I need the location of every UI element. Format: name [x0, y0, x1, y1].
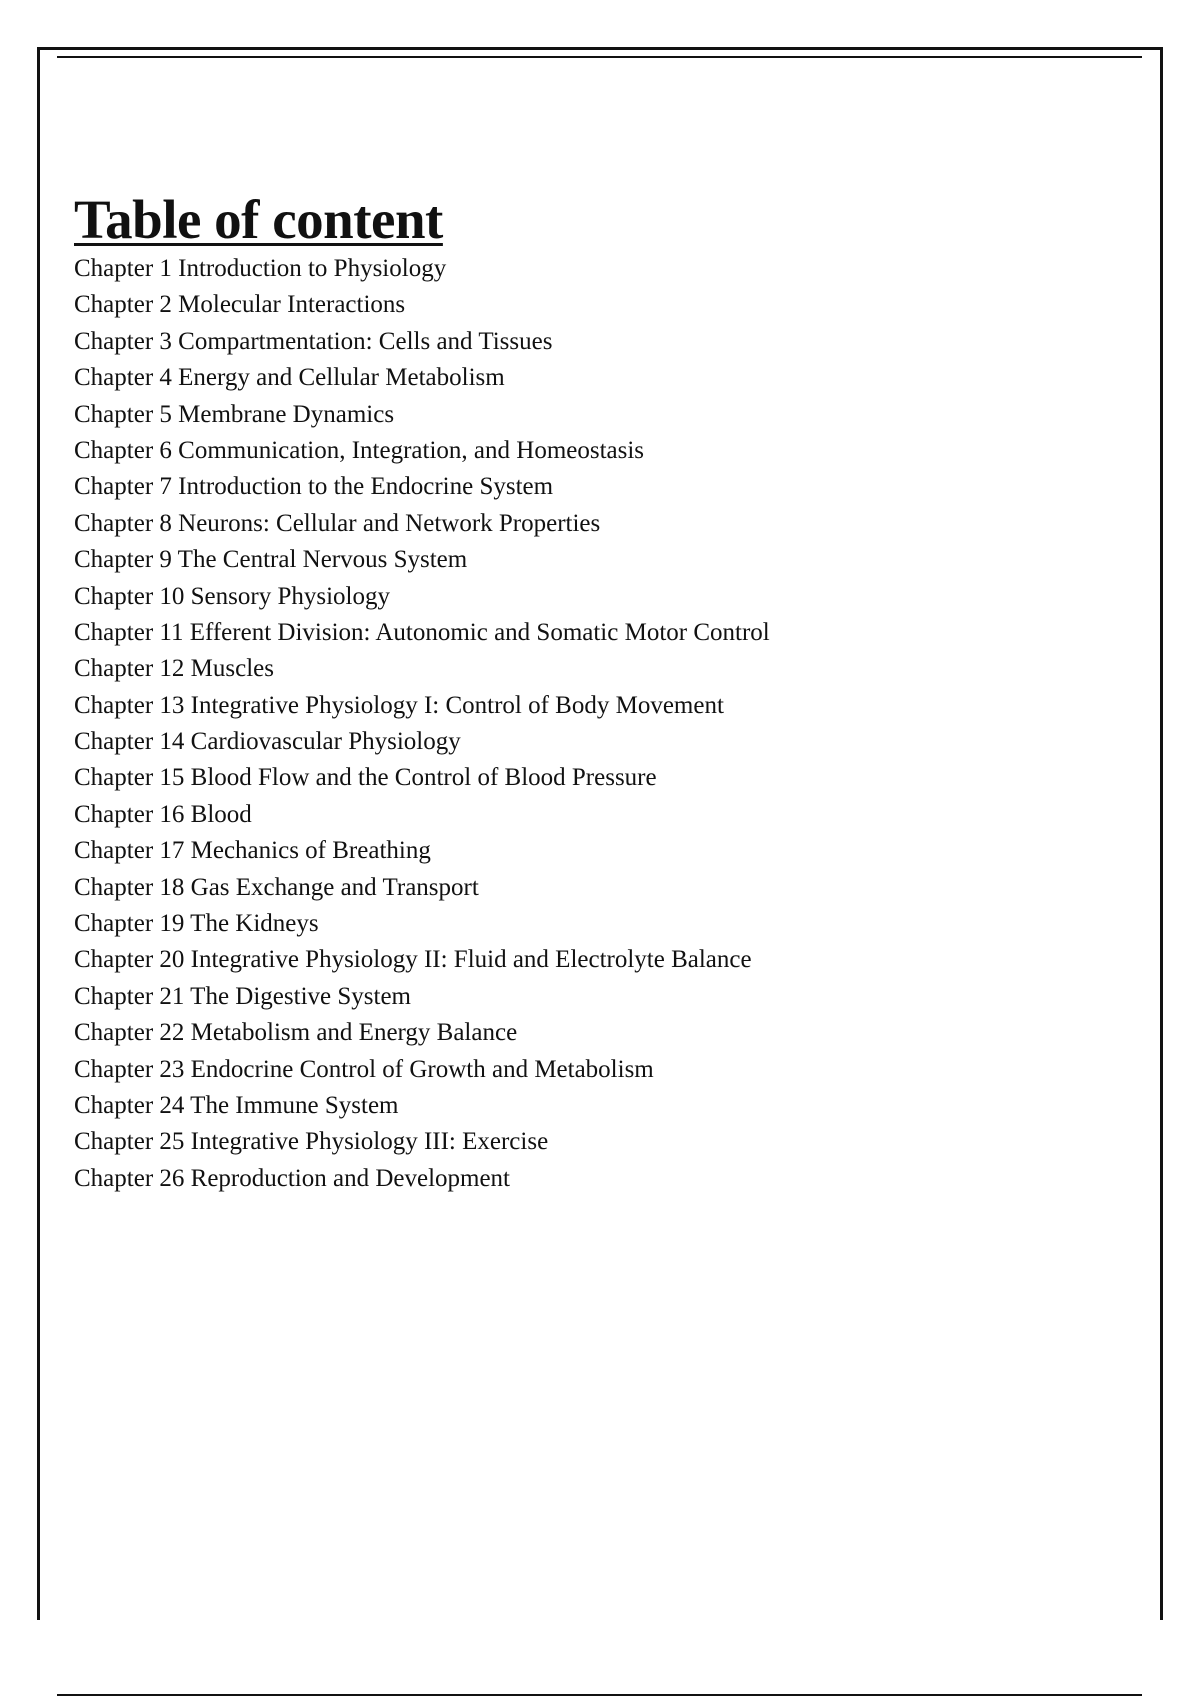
toc-entry: Chapter 15 Blood Flow and the Control of Blood Pressure	[74, 764, 657, 792]
toc-entry: Chapter 25 Integrative Physiology III: Exercise	[74, 1128, 549, 1156]
toc-entry: Chapter 12 Muscles	[74, 655, 274, 683]
toc-entry: Chapter 19 The Kidneys	[74, 910, 319, 938]
toc-entry: Chapter 21 The Digestive System	[74, 982, 411, 1010]
toc-entry: Chapter 11 Efferent Division: Autonomic and Somatic Motor Control	[74, 618, 770, 646]
toc-entry: Chapter 10 Sensory Physiology	[74, 582, 390, 610]
toc-entry: Chapter 7 Introduction to the Endocrine System	[74, 473, 554, 501]
table-of-contents	[74, 251, 1114, 1197]
toc-entry: Chapter 22 Metabolism and Energy Balance	[74, 1019, 518, 1047]
toc-entry: Chapter 3 Compartmentation: Cells and Tissues	[74, 327, 553, 355]
top-rule	[57, 56, 1142, 58]
toc-entry: Chapter 16 Blood	[74, 800, 252, 828]
toc-entry: Chapter 23 Endocrine Control of Growth and Metabolism	[74, 1055, 654, 1083]
toc-entry: Chapter 2 Molecular Interactions	[74, 291, 406, 319]
document-body	[74, 190, 1114, 1197]
bottom-rule	[57, 1694, 1142, 1696]
toc-entry: Chapter 9 The Central Nervous System	[74, 546, 468, 574]
toc-entry: Chapter 4 Energy and Cellular Metabolism	[74, 364, 505, 392]
toc-entry: Chapter 1 Introduction to Physiology	[74, 255, 447, 282]
toc-entry: Chapter 26 Reproduction and Development	[74, 1164, 510, 1192]
toc-entry: Chapter 6 Communication, Integration, and Homeostasis	[74, 436, 645, 464]
toc-entry: Chapter 13 Integrative Physiology I: Control of Body Movement	[74, 691, 724, 719]
toc-entry: Chapter 5 Membrane Dynamics	[74, 400, 395, 428]
toc-entry: Chapter 20 Integrative Physiology II: Fluid and Electrolyte Balance	[74, 946, 752, 974]
toc-entry: Chapter 17 Mechanics of Breathing	[74, 837, 431, 865]
toc-entry: Chapter 14 Cardiovascular Physiology	[74, 728, 461, 756]
toc-entry: Chapter 18 Gas Exchange and Transport	[74, 873, 479, 901]
toc-entry: Chapter 8 Neurons: Cellular and Network Properties	[74, 509, 601, 537]
toc-entry: Chapter 24 The Immune System	[74, 1091, 399, 1119]
page-title: Table of content	[74, 189, 443, 250]
